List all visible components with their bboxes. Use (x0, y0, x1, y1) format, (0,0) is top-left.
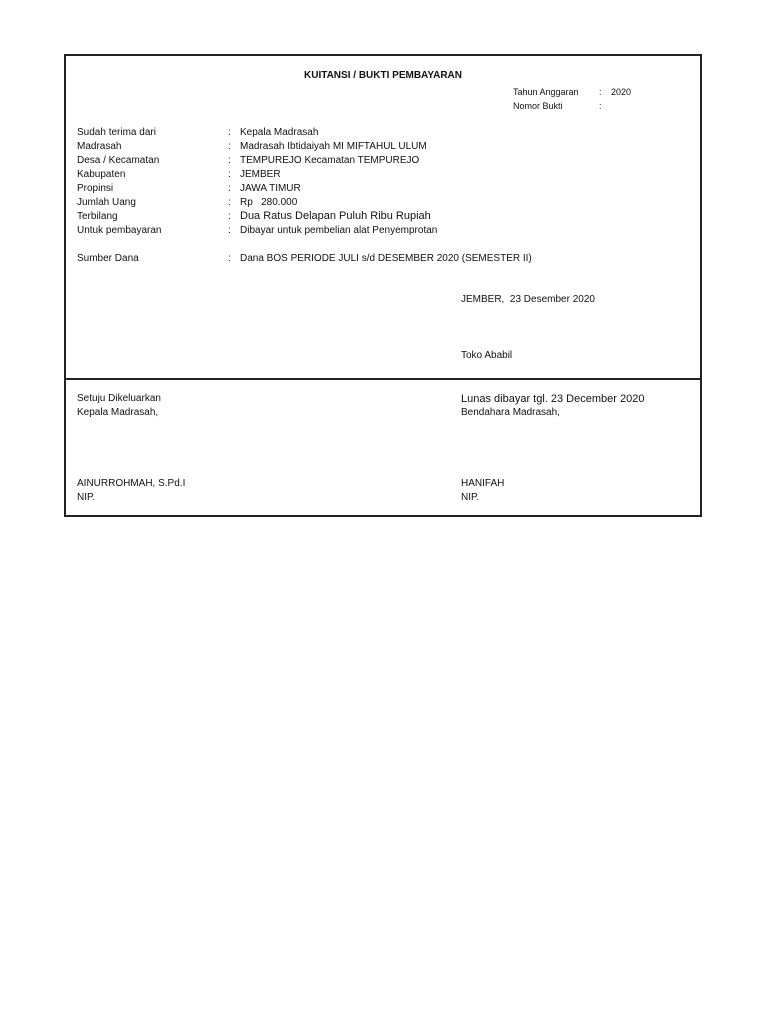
field-colon: : (228, 211, 231, 222)
field-label: Madrasah (77, 141, 122, 152)
section-divider (66, 378, 700, 380)
approval-nip: NIP. (77, 492, 96, 503)
meta-label-nomor: Nomor Bukti (513, 101, 563, 111)
treasurer-nip: NIP. (461, 492, 480, 503)
treasurer-role: Bendahara Madrasah, (461, 407, 560, 418)
paid-statement: Lunas dibayar tgl. 23 December 2020 (461, 393, 645, 405)
field-value: Dibayar untuk pembelian alat Penyemprotan (240, 225, 438, 236)
receipt-document (64, 54, 702, 517)
approval-name: AINURROHMAH, S.Pd.I (77, 478, 186, 489)
field-label: Desa / Kecamatan (77, 155, 160, 166)
treasurer-name: HANIFAH (461, 478, 505, 489)
document-title: KUITANSI / BUKTI PEMBAYARAN (304, 70, 462, 81)
field-colon: : (228, 197, 231, 208)
field-label: Kabupaten (77, 169, 126, 180)
field-label: Terbilang (77, 211, 118, 222)
source-value: Dana BOS PERIODE JULI s/d DESEMBER 2020 (SEMESTER II) (240, 253, 532, 264)
field-value: JAWA TIMUR (240, 183, 301, 194)
field-colon: : (228, 141, 231, 152)
payee-name: Toko Ababil (461, 350, 513, 361)
meta-colon-tahun: : (599, 87, 602, 97)
field-value: TEMPUREJO Kecamatan TEMPUREJO (240, 155, 420, 166)
field-label: Jumlah Uang (77, 197, 136, 208)
meta-colon-nomor: : (599, 101, 602, 111)
field-colon: : (228, 225, 231, 236)
field-label: Sudah terima dari (77, 127, 156, 138)
source-colon: : (228, 253, 231, 264)
field-colon: : (228, 183, 231, 194)
field-value: Madrasah Ibtidaiyah MI MIFTAHUL ULUM (240, 141, 427, 152)
field-colon: : (228, 155, 231, 166)
field-label: Propinsi (77, 183, 114, 194)
source-label: Sumber Dana (77, 253, 139, 264)
field-colon: : (228, 169, 231, 180)
field-label: Untuk pembayaran (77, 225, 162, 236)
approval-title: Setuju Dikeluarkan (77, 393, 161, 404)
field-value-amount: Rp 280.000 (240, 197, 298, 208)
field-colon: : (228, 127, 231, 138)
field-value: JEMBER (240, 169, 281, 180)
approval-role: Kepala Madrasah, (77, 407, 159, 418)
meta-value-tahun: 2020 (611, 87, 632, 97)
meta-label-tahun: Tahun Anggaran (513, 87, 579, 97)
place-date: JEMBER, 23 Desember 2020 (461, 294, 595, 305)
field-value-terbilang: Dua Ratus Delapan Puluh Ribu Rupiah (240, 210, 431, 222)
field-value: Kepala Madrasah (240, 127, 319, 138)
